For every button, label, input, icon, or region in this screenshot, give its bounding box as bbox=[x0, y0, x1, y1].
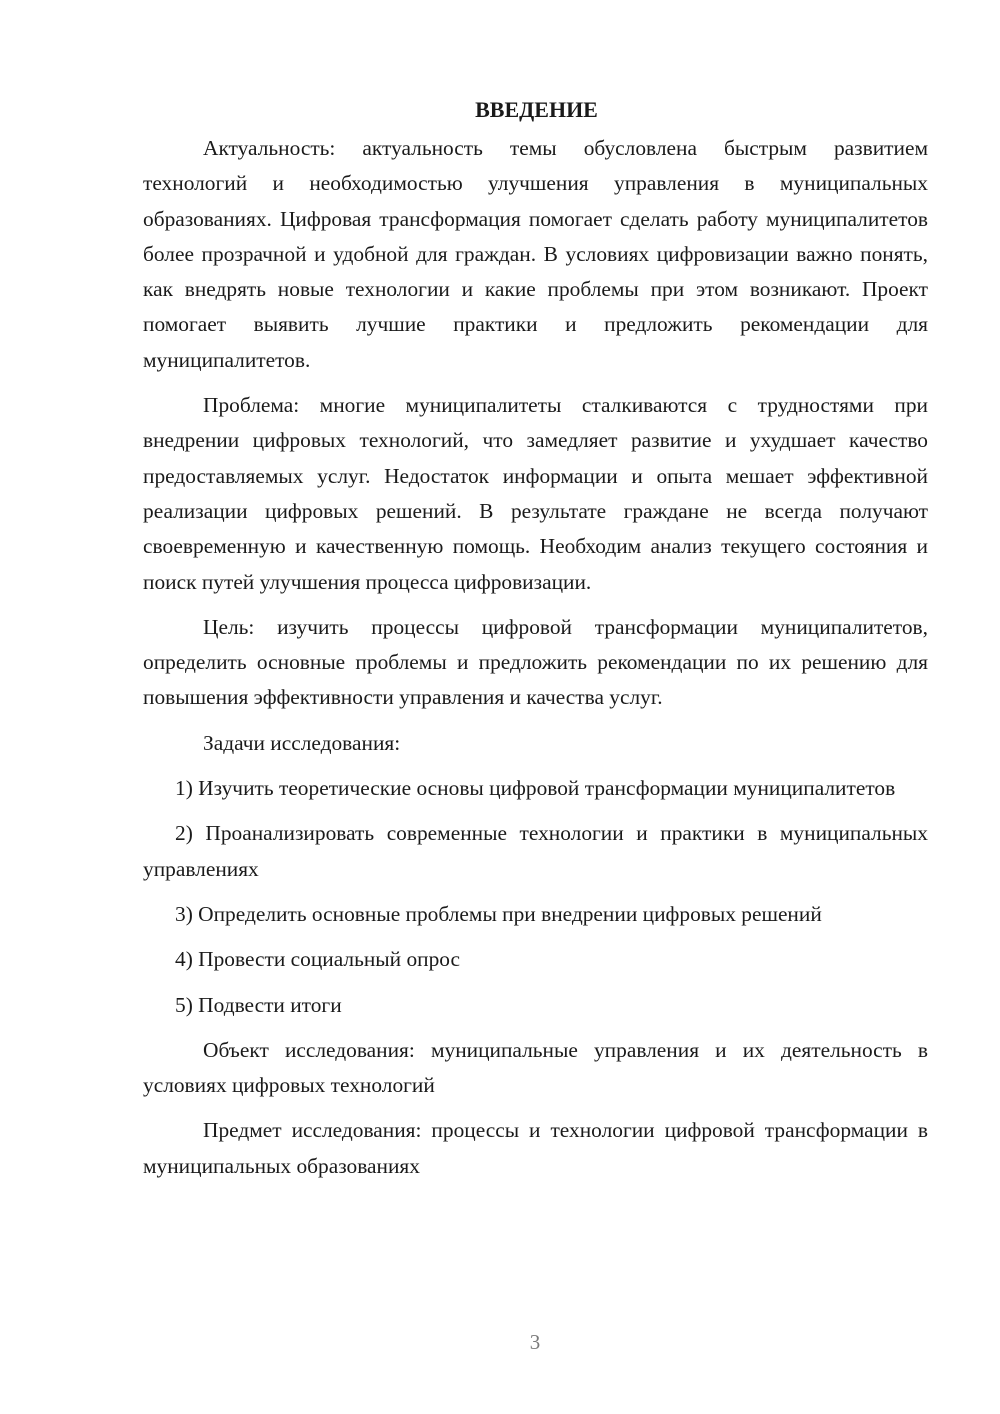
task-item-3: 3) Определить основные проблемы при внедрении цифровых решений bbox=[175, 901, 822, 926]
paragraph-object: Объект исследования: муниципальные управления и их деятельность в условиях цифровых технологий bbox=[143, 1037, 928, 1098]
tasks-title: Задачи исследования: bbox=[203, 730, 401, 755]
paragraph-relevance: Актуальность: актуальность темы обусловлена быстрым развитием технологий и необходимостью улучшения управления в муниципальных образованиях. Цифровая трансформация помогает сделать работу муниципалитетов более прозрачной и удобной для граждан. В условиях цифровизации важно понять, как внедрять новые технологии и какие проблемы при этом возникают. Проект помогает выявить лучшие практики и предложить рекомендации для муниципалитетов. bbox=[143, 136, 928, 372]
paragraph-subject: Предмет исследования: процессы и технологии цифровой трансформации в муниципальных образованиях bbox=[143, 1118, 928, 1178]
task-item-2: 2) Проанализировать современные технологии и практики в муниципальных управлениях bbox=[143, 821, 928, 881]
task-item-4: 4) Провести социальный опрос bbox=[175, 947, 461, 972]
page-title: ВВЕДЕНИЕ bbox=[475, 97, 598, 122]
document-page bbox=[143, 92, 928, 1194]
task-item-1: 1) Изучить теоретические основы цифровой трансформации муниципалитетов bbox=[175, 776, 896, 801]
page-number: 3 bbox=[529, 1330, 541, 1354]
paragraph-goal: Цель: изучить процессы цифровой трансформации муниципалитетов, определить основные проблемы и предложить рекомендации по их решению для повышения эффективности управления и качества услуг. bbox=[143, 614, 928, 710]
paragraph-problem: Проблема: многие муниципалитеты сталкиваются с трудностями при внедрении цифровых технологий, что замедляет развитие и ухудшает качество предоставляемых услуг. Недостаток информации и опыта мешает эффективной реализации цифровых решений. В результате граждане не всегда получают своевременную и качественную помощь. Необходим анализ текущего состояния и поиск путей улучшения процесса цифровизации. bbox=[143, 393, 928, 594]
task-item-5: 5) Подвести итоги bbox=[175, 992, 342, 1017]
